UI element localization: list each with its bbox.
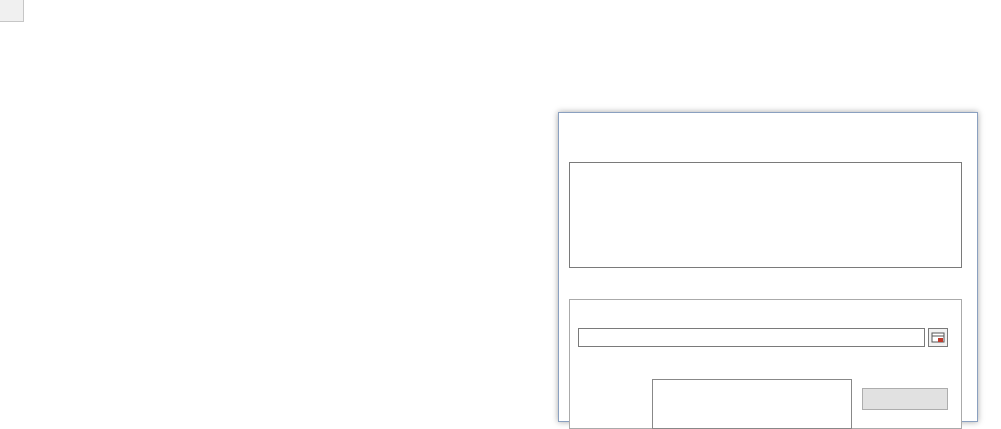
collapse-dialog-button[interactable] [928, 328, 948, 347]
preview-box [652, 379, 852, 429]
edit-format-rule-dialog [558, 112, 978, 422]
rule-description-box [569, 299, 962, 429]
range-select-icon [929, 329, 947, 346]
rule-type-list[interactable] [569, 162, 962, 268]
select-all-corner[interactable] [0, 0, 24, 22]
formula-input[interactable] [578, 328, 925, 347]
format-button[interactable] [862, 388, 948, 410]
